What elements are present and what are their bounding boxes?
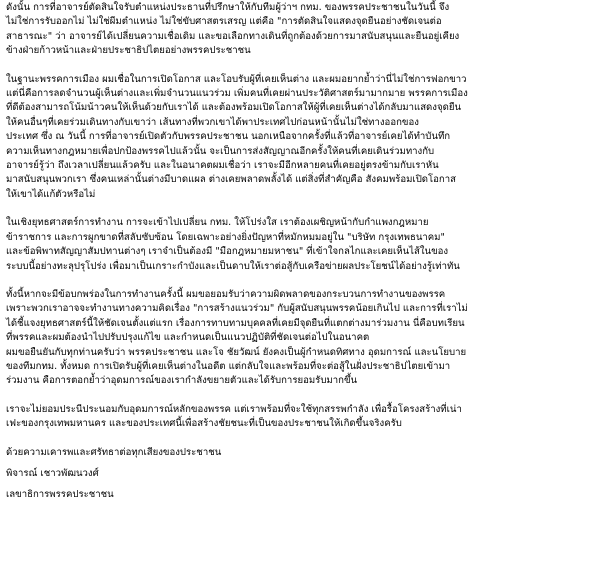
paragraph-1: ดังนั้น การที่อาจารย์ตัดสินใจรับตำแหน่งประธานที่ปรึกษาให้กับทีมผู้ว่าฯ กทม. ของพรรคประชาชนในวันนี้ จึง ไม่ใช่การรับออกไม่ ไม่ใช่ผีมตำแหน่ง ไม่ใช่ขับศาสตรเสรญ แต่คือ "การตัดสินใจแสดงจุดยืนอย่างชัดเจนต่อ สาธารณะ" ว่า อาจารย์ได้เปลี่ยนความเชื่อเดิม และขอเลือกทางเดินที่ถูกต้องด้วยการมาสนับสนุนและยืนอยู่เคียง ข้างฝ่ายก้าวหน้าและฝ่ายประชาธิปไตยอย่างพรรคประชาชน: [6, 2, 460, 57]
paragraph-2: ในฐานะพรรคการเมือง ผมเชื่อในการเปิดโอกาส และโอบรับผู้ที่เคยเห็นต่าง และผมอยากย้ำว่านี่ไม่ใช่การฟอกขาว แต่นี่คือการลดจำนวนผู้เห็นต่างและเพิ่มจำนวนแนวร่วม เพิ่มคนที่เคยผ่านประวัติศาสตร์มามากมาย พรรคการเมือง ที่ดีต้องสามารถโน้มน้าวคนให้เห็นด้วยกับเราได้ และต้องพร้อมเปิดโอกาสให้ผู้ที่เคยเห็นต่างได้กลับมาแสดงจุดยืน ให้คนอื่นๆที่เคยร่วมเดินทางกับเขาว่า เส้นทางที่พวกเขาได้พาประเทศไปก่อนหน้านั้นไม่ใช่ทางออกของ ประเทศ ซึ่ง ณ วันนี้ การที่อาจารย์เปิดตัวกับพรรคประชาชน นอกเหนือจากครั้งที่แล้วที่อาจารย์เคยได้ทำบันทึก ความเห็นทางกฎหมายเพื่อปกป้องพรรคไปแล้วนั้น จะเป็นการส่งสัญญาณอีกครั้งให้คนที่เคยเดินร่วมทางกับ อาจารย์รู้ว่า ถึงเวลาเปลี่ยนแล้วครับ และในอนาคตผมเชื่อว่า เราจะมีอีกหลายคนที่เคยอยู่ตรงข้ามกับเราหัน มาสนับสนุนพวกเรา ซึ่งคนเหล่านั้นต่างมีบาดแผล ต่างเคยพลาดพลั้งได้ แต่สิ่งที่สำคัญคือ สังคมพร้อมเปิดโอกาส ให้เขาได้แก้ตัวหรือไม่: [6, 73, 468, 200]
signer-title: เลขาธิการพรรคประชาชน: [6, 489, 114, 501]
paragraph-5: เราจะไม่ยอมประนีประนอมกับอุดมการณ์หลักของพรรค แต่เราพร้อมที่จะใช้ทุกสรรพกำลัง เพื่อรื้อโครงสร้างที่เน่า เฟะของกรุงเทพมหานคร และของประเทศนี้เพื่อสร้างชัยชนะที่เป็นของประชาชนให้เกิดขึ้นจริงครับ: [6, 403, 462, 430]
closing-line: ด้วยความเคารพและศรัทธาต่อทุกเสียงของประชาชน: [6, 446, 222, 458]
paragraph-4: ทั้งนี้หากจะมีข้อบกพร่องในการทำงานครั้งนี้ ผมขอยอมรับว่าความผิดพลาดของกระบวนการทำงานของพรรค เพราะพวกเราอาจจะทำงานทางความคิดเรื่อง "การสร้างแนวร่วม" กับผู้สนับสนุนพรรคน้อยเกินไป และการที่เราไม่ ได้ชี้แจงยุทธศาสตร์นี้ให้ชัดเจนตั้งแต่แรก เรื่องการทาบทามบุคคลที่เคยมีจุดยืนที่แตกต่างมาร่วมงาน นี่คือบทเรียน ที่พรรคและผมต้องนำไปปรับปรุงแก้ไข และกำหนดเป็นแนวปฏิบัติที่ชัดเจนต่อไปในอนาคต ผมขอยืนยันกับทุกท่านครับว่า พรรคประชาชน และโจ ชัยวัฒน์ ยังคงเป็นผู้กำหนดทิศทาง อุดมการณ์ และนโยบาย ของทีมกทม. ทั้งหมด การเปิดรับผู้ที่เคยเห็นต่างในอดีต แต่กลับใจและพร้อมที่จะต่อสู้ในฝั่งประชาธิปไตยเข้ามา ร่วมงาน คือการตอกย้ำว่าอุดมการณ์ของเรากำลังขยายตัวและได้รับการยอมรับมากขึ้น: [6, 288, 468, 387]
paragraph-3: ในเชิงยุทธศาสตร์การทำงาน การจะเข้าไปเปลี่ยน กทม. ให้โปร่งใส เราต้องเผชิญหน้ากับกำแพงกฎหมาย ข้าราชการ และการผูกขาดที่สลับซับซ้อน โดยเฉพาะอย่างยิ่งปัญหาที่หมักหมมอยู่ใน "บริษัท กรุงเทพธนาคม" และข้อพิพาทสัญญาสัมปทานต่างๆ เราจำเป็นต้องมี "มือกฎหมายมหาชน" ที่เข้าใจกลไกและเคยเห็นไส้ในของ ระบบนี้อย่างทะลุปรุโปร่ง เพื่อมาเป็นเกราะกำบังและเป็นดาบให้เราต่อสู้กับเครือข่ายผลประโยชน์ได้อย่างรู้เท่าทัน: [6, 217, 460, 272]
signer-name: พิจารณ์ เชาวพัฒนวงศ์: [6, 467, 99, 479]
